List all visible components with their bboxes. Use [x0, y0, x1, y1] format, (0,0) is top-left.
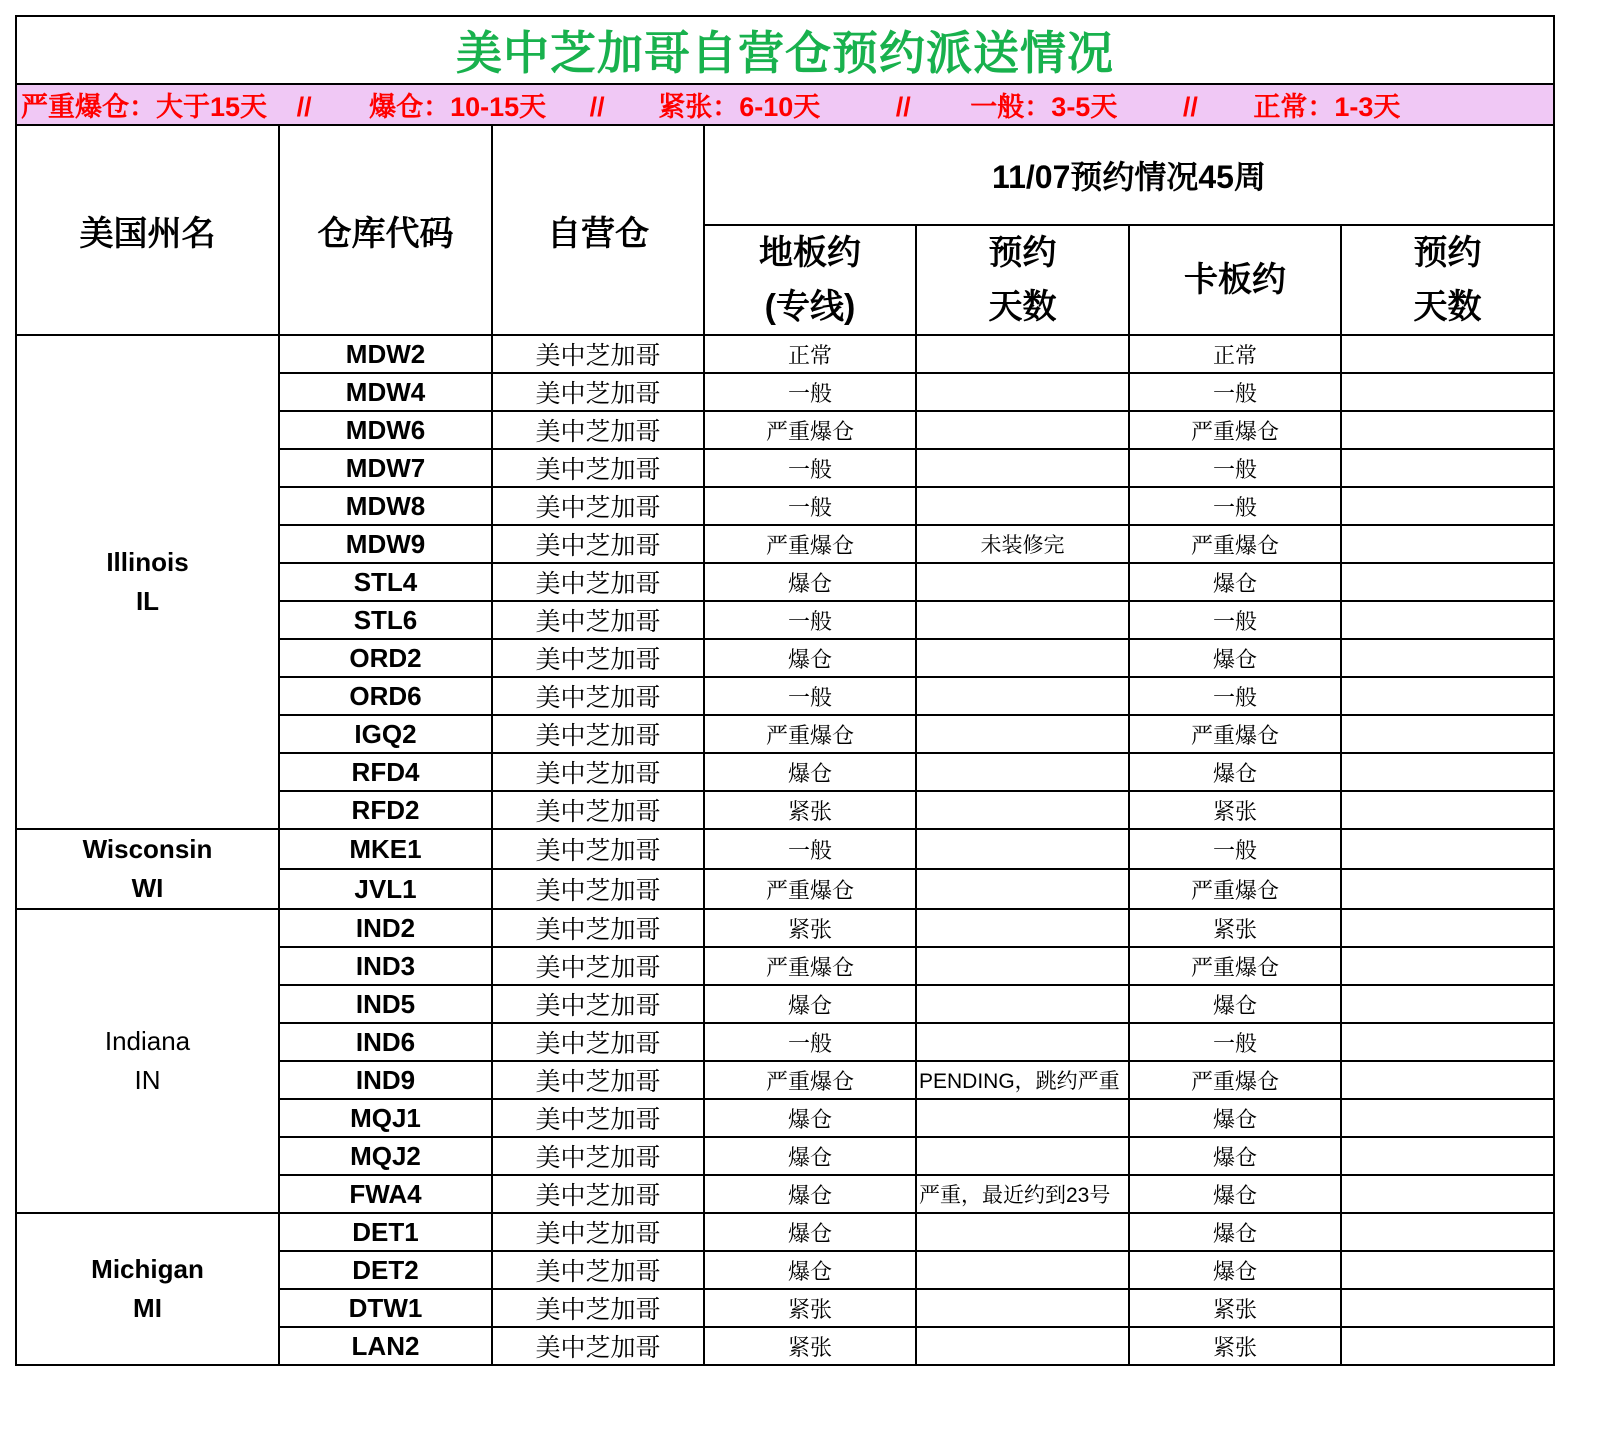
floor-days-cell[interactable]: [916, 753, 1129, 791]
floor-status-cell[interactable]: 紧张: [704, 1289, 916, 1327]
pallet-status-cell[interactable]: 爆仓: [1129, 1099, 1341, 1137]
pallet-days-cell[interactable]: [1341, 753, 1554, 791]
floor-days-cell[interactable]: [916, 639, 1129, 677]
self-warehouse-cell[interactable]: 美中芝加哥: [492, 449, 704, 487]
floor-days-cell[interactable]: [916, 563, 1129, 601]
floor-status-cell[interactable]: 一般: [704, 373, 916, 411]
table-row: [16, 829, 1554, 869]
pallet-status-cell[interactable]: 爆仓: [1129, 1251, 1341, 1289]
floor-days-cell[interactable]: [916, 1327, 1129, 1365]
state-name: Michigan: [91, 1254, 204, 1284]
floor-status-cell[interactable]: 一般: [704, 829, 916, 869]
table-row: [16, 1213, 1554, 1251]
pallet-days-cell[interactable]: [1341, 373, 1554, 411]
pallet-status-cell[interactable]: 爆仓: [1129, 1175, 1341, 1213]
pallet-status-cell[interactable]: 严重爆仓: [1129, 525, 1341, 563]
floor-status-cell[interactable]: 一般: [704, 1023, 916, 1061]
floor-days-cell[interactable]: [916, 487, 1129, 525]
pallet-days-cell[interactable]: [1341, 1175, 1554, 1213]
pallet-days-cell[interactable]: [1341, 449, 1554, 487]
self-warehouse-cell[interactable]: 美中芝加哥: [492, 829, 704, 869]
state-abbr: MI: [133, 1293, 162, 1323]
self-warehouse-cell[interactable]: 美中芝加哥: [492, 1327, 704, 1365]
pallet-status-cell[interactable]: 严重爆仓: [1129, 869, 1341, 909]
floor-status-cell[interactable]: 爆仓: [704, 1099, 916, 1137]
self-warehouse-cell[interactable]: 美中芝加哥: [492, 411, 704, 449]
pallet-status-cell[interactable]: 爆仓: [1129, 753, 1341, 791]
self-warehouse-cell[interactable]: 美中芝加哥: [492, 1137, 704, 1175]
pallet-days-cell[interactable]: [1341, 1061, 1554, 1099]
header-pallet-appointment: 卡板约: [1129, 225, 1341, 335]
floor-days-cell[interactable]: [916, 1213, 1129, 1251]
floor-status-cell[interactable]: 严重爆仓: [704, 525, 916, 563]
self-warehouse-cell[interactable]: 美中芝加哥: [492, 1289, 704, 1327]
pallet-days-cell[interactable]: [1341, 1289, 1554, 1327]
pallet-status-cell[interactable]: 紧张: [1129, 1327, 1341, 1365]
floor-days-cell[interactable]: [916, 715, 1129, 753]
state-abbr: IL: [135, 586, 160, 616]
warehouse-code-cell[interactable]: DET1: [279, 1213, 492, 1251]
header-floor-days: 预约 天数: [916, 225, 1129, 335]
warehouse-code-cell[interactable]: FWA4: [279, 1175, 492, 1213]
floor-days-cell[interactable]: [916, 909, 1129, 947]
pallet-status-cell[interactable]: 爆仓: [1129, 1137, 1341, 1175]
warehouse-code-cell[interactable]: MKE1: [279, 829, 492, 869]
floor-status-cell[interactable]: 正常: [704, 335, 916, 373]
floor-days-cell[interactable]: [916, 373, 1129, 411]
pallet-status-cell[interactable]: 爆仓: [1129, 985, 1341, 1023]
floor-status-cell[interactable]: 严重爆仓: [704, 947, 916, 985]
floor-status-cell[interactable]: 一般: [704, 677, 916, 715]
pallet-days-cell[interactable]: [1341, 985, 1554, 1023]
pallet-status-cell[interactable]: 正常: [1129, 335, 1341, 373]
sheet-title: 美中芝加哥自营仓预约派送情况: [16, 16, 1554, 84]
warehouse-code-cell[interactable]: JVL1: [279, 869, 492, 909]
table-row: [16, 909, 1554, 947]
warehouse-code-cell[interactable]: STL6: [279, 601, 492, 639]
pallet-days-cell[interactable]: [1341, 639, 1554, 677]
pallet-days-cell[interactable]: [1341, 1137, 1554, 1175]
pallet-days-cell[interactable]: [1341, 1213, 1554, 1251]
pallet-status-cell[interactable]: 一般: [1129, 449, 1341, 487]
pallet-status-cell[interactable]: 紧张: [1129, 791, 1341, 829]
header-pallet-days: 预约 天数: [1341, 225, 1554, 335]
legend-item-full: 爆仓：10-15天: [369, 92, 547, 122]
self-warehouse-cell[interactable]: 美中芝加哥: [492, 1023, 704, 1061]
floor-status-cell[interactable]: 爆仓: [704, 1175, 916, 1213]
legend-separator: //: [589, 92, 605, 122]
floor-days-cell[interactable]: [916, 1137, 1129, 1175]
floor-days-cell[interactable]: [916, 1289, 1129, 1327]
self-warehouse-cell[interactable]: 美中芝加哥: [492, 1213, 704, 1251]
pallet-status-cell[interactable]: 严重爆仓: [1129, 1061, 1341, 1099]
state-name: Indiana: [104, 1026, 191, 1056]
floor-days-cell[interactable]: [916, 791, 1129, 829]
floor-status-cell[interactable]: 爆仓: [704, 985, 916, 1023]
legend-item-normal: 正常：1-3天: [1253, 92, 1401, 122]
self-warehouse-cell[interactable]: 美中芝加哥: [492, 639, 704, 677]
warehouse-code-cell[interactable]: MDW8: [279, 487, 492, 525]
warehouse-code-cell[interactable]: MDW4: [279, 373, 492, 411]
self-warehouse-cell[interactable]: 美中芝加哥: [492, 1061, 704, 1099]
warehouse-code-cell[interactable]: MDW6: [279, 411, 492, 449]
floor-days-cell[interactable]: [916, 449, 1129, 487]
header-self-warehouse: 自营仓: [492, 125, 704, 335]
self-warehouse-cell[interactable]: 美中芝加哥: [492, 1175, 704, 1213]
self-warehouse-cell[interactable]: 美中芝加哥: [492, 869, 704, 909]
legend-item-tight: 紧张：6-10天: [658, 92, 821, 122]
warehouse-code-cell[interactable]: MDW7: [279, 449, 492, 487]
floor-days-cell[interactable]: [916, 947, 1129, 985]
warehouse-code-cell[interactable]: DTW1: [279, 1289, 492, 1327]
warehouse-code-cell[interactable]: IND9: [279, 1061, 492, 1099]
pallet-days-cell[interactable]: [1341, 525, 1554, 563]
warehouse-code-cell[interactable]: IND5: [279, 985, 492, 1023]
floor-days-cell[interactable]: [916, 601, 1129, 639]
floor-status-cell[interactable]: 爆仓: [704, 1251, 916, 1289]
floor-status-cell[interactable]: 爆仓: [704, 1137, 916, 1175]
warehouse-code-cell[interactable]: MQJ2: [279, 1137, 492, 1175]
warehouse-code-cell[interactable]: ORD6: [279, 677, 492, 715]
floor-days-cell[interactable]: [916, 677, 1129, 715]
warehouse-code-cell[interactable]: DET2: [279, 1251, 492, 1289]
self-warehouse-cell[interactable]: 美中芝加哥: [492, 947, 704, 985]
floor-days-cell[interactable]: 未装修完: [916, 525, 1129, 563]
pallet-days-cell[interactable]: [1341, 829, 1554, 869]
self-warehouse-cell[interactable]: 美中芝加哥: [492, 1099, 704, 1137]
self-warehouse-cell[interactable]: 美中芝加哥: [492, 487, 704, 525]
floor-days-cell[interactable]: [916, 1251, 1129, 1289]
warehouse-code-cell[interactable]: IGQ2: [279, 715, 492, 753]
self-warehouse-cell[interactable]: 美中芝加哥: [492, 373, 704, 411]
pallet-status-cell[interactable]: 爆仓: [1129, 1213, 1341, 1251]
pallet-days-cell[interactable]: [1341, 715, 1554, 753]
pallet-days-cell[interactable]: [1341, 601, 1554, 639]
self-warehouse-cell[interactable]: 美中芝加哥: [492, 753, 704, 791]
legend-item-severe: 严重爆仓：大于15天: [21, 92, 268, 122]
warehouse-code-cell[interactable]: STL4: [279, 563, 492, 601]
pallet-days-cell[interactable]: [1341, 563, 1554, 601]
floor-days-cell[interactable]: [916, 869, 1129, 909]
legend-separator: //: [895, 92, 911, 122]
floor-days-cell[interactable]: [916, 335, 1129, 373]
self-warehouse-cell[interactable]: 美中芝加哥: [492, 1251, 704, 1289]
pallet-days-cell[interactable]: [1341, 1099, 1554, 1137]
self-warehouse-cell[interactable]: 美中芝加哥: [492, 525, 704, 563]
pallet-status-cell[interactable]: 严重爆仓: [1129, 715, 1341, 753]
state-name: Wisconsin: [82, 834, 213, 864]
warehouse-code-cell[interactable]: RFD4: [279, 753, 492, 791]
warehouse-code-cell[interactable]: LAN2: [279, 1327, 492, 1365]
pallet-status-cell[interactable]: 一般: [1129, 487, 1341, 525]
floor-days-cell[interactable]: [916, 1099, 1129, 1137]
pallet-status-cell[interactable]: 严重爆仓: [1129, 947, 1341, 985]
floor-status-cell[interactable]: 严重爆仓: [704, 715, 916, 753]
legend-separator: //: [1182, 92, 1198, 122]
floor-status-cell[interactable]: 紧张: [704, 1327, 916, 1365]
floor-status-cell[interactable]: 紧张: [704, 791, 916, 829]
header-floor-appointment: 地板约 (专线): [704, 225, 916, 335]
pallet-days-cell[interactable]: [1341, 869, 1554, 909]
self-warehouse-cell[interactable]: 美中芝加哥: [492, 715, 704, 753]
warehouse-code-cell[interactable]: MQJ1: [279, 1099, 492, 1137]
pallet-days-cell[interactable]: [1341, 947, 1554, 985]
floor-status-cell[interactable]: 一般: [704, 601, 916, 639]
pallet-status-cell[interactable]: 爆仓: [1129, 563, 1341, 601]
floor-status-cell[interactable]: 一般: [704, 449, 916, 487]
pallet-status-cell[interactable]: 严重爆仓: [1129, 411, 1341, 449]
warehouse-code-cell[interactable]: IND2: [279, 909, 492, 947]
state-abbr: IN: [134, 1065, 161, 1095]
self-warehouse-cell[interactable]: 美中芝加哥: [492, 909, 704, 947]
pallet-days-cell[interactable]: [1341, 791, 1554, 829]
pallet-days-cell[interactable]: [1341, 335, 1554, 373]
pallet-status-cell[interactable]: 一般: [1129, 829, 1341, 869]
legend-item-moderate: 一般：3-5天: [970, 92, 1118, 122]
header-warehouse-code: 仓库代码: [279, 125, 492, 335]
floor-status-cell[interactable]: 严重爆仓: [704, 1061, 916, 1099]
floor-status-cell[interactable]: 紧张: [704, 909, 916, 947]
floor-status-cell[interactable]: 严重爆仓: [704, 869, 916, 909]
floor-status-cell[interactable]: 严重爆仓: [704, 411, 916, 449]
table-row: [16, 335, 1554, 373]
floor-status-cell[interactable]: 爆仓: [704, 753, 916, 791]
pallet-days-cell[interactable]: [1341, 487, 1554, 525]
spreadsheet: [15, 15, 1553, 1366]
pallet-days-cell[interactable]: [1341, 411, 1554, 449]
pallet-status-cell[interactable]: 爆仓: [1129, 639, 1341, 677]
floor-status-cell[interactable]: 爆仓: [704, 1213, 916, 1251]
floor-status-cell[interactable]: 一般: [704, 487, 916, 525]
pallet-days-cell[interactable]: [1341, 1023, 1554, 1061]
floor-days-cell[interactable]: [916, 411, 1129, 449]
pallet-status-cell[interactable]: 一般: [1129, 601, 1341, 639]
floor-days-cell[interactable]: [916, 829, 1129, 869]
floor-status-cell[interactable]: 爆仓: [704, 563, 916, 601]
state-cell: [16, 1213, 279, 1365]
self-warehouse-cell[interactable]: 美中芝加哥: [492, 563, 704, 601]
state-cell: [16, 829, 279, 909]
pallet-status-cell[interactable]: 一般: [1129, 677, 1341, 715]
floor-days-cell[interactable]: [916, 1023, 1129, 1061]
pallet-days-cell[interactable]: [1341, 909, 1554, 947]
floor-days-cell[interactable]: PENDING，跳约严重: [916, 1061, 1129, 1099]
appointment-table: [15, 15, 1555, 1366]
warehouse-code-cell[interactable]: MDW2: [279, 335, 492, 373]
pallet-days-cell[interactable]: [1341, 677, 1554, 715]
warehouse-code-cell[interactable]: IND3: [279, 947, 492, 985]
self-warehouse-cell[interactable]: 美中芝加哥: [492, 335, 704, 373]
self-warehouse-cell[interactable]: 美中芝加哥: [492, 791, 704, 829]
header-state: 美国州名: [16, 125, 279, 335]
warehouse-code-cell[interactable]: RFD2: [279, 791, 492, 829]
floor-days-cell[interactable]: [916, 985, 1129, 1023]
self-warehouse-cell[interactable]: 美中芝加哥: [492, 677, 704, 715]
self-warehouse-cell[interactable]: 美中芝加哥: [492, 601, 704, 639]
pallet-days-cell[interactable]: [1341, 1251, 1554, 1289]
severity-legend: [16, 84, 1554, 125]
state-cell: [16, 909, 279, 1213]
state-name: Illinois: [106, 547, 189, 577]
pallet-days-cell[interactable]: [1341, 1327, 1554, 1365]
pallet-status-cell[interactable]: 一般: [1129, 373, 1341, 411]
legend-separator: //: [296, 92, 312, 122]
pallet-status-cell[interactable]: 紧张: [1129, 1289, 1341, 1327]
state-cell: [16, 335, 279, 829]
warehouse-code-cell[interactable]: IND6: [279, 1023, 492, 1061]
pallet-status-cell[interactable]: 紧张: [1129, 909, 1341, 947]
self-warehouse-cell[interactable]: 美中芝加哥: [492, 985, 704, 1023]
warehouse-code-cell[interactable]: ORD2: [279, 639, 492, 677]
state-abbr: WI: [131, 873, 164, 903]
header-date-group: 11/07预约情况45周: [704, 125, 1554, 225]
pallet-status-cell[interactable]: 一般: [1129, 1023, 1341, 1061]
floor-status-cell[interactable]: 爆仓: [704, 639, 916, 677]
floor-days-cell[interactable]: 严重，最近约到23号: [916, 1175, 1129, 1213]
warehouse-code-cell[interactable]: MDW9: [279, 525, 492, 563]
